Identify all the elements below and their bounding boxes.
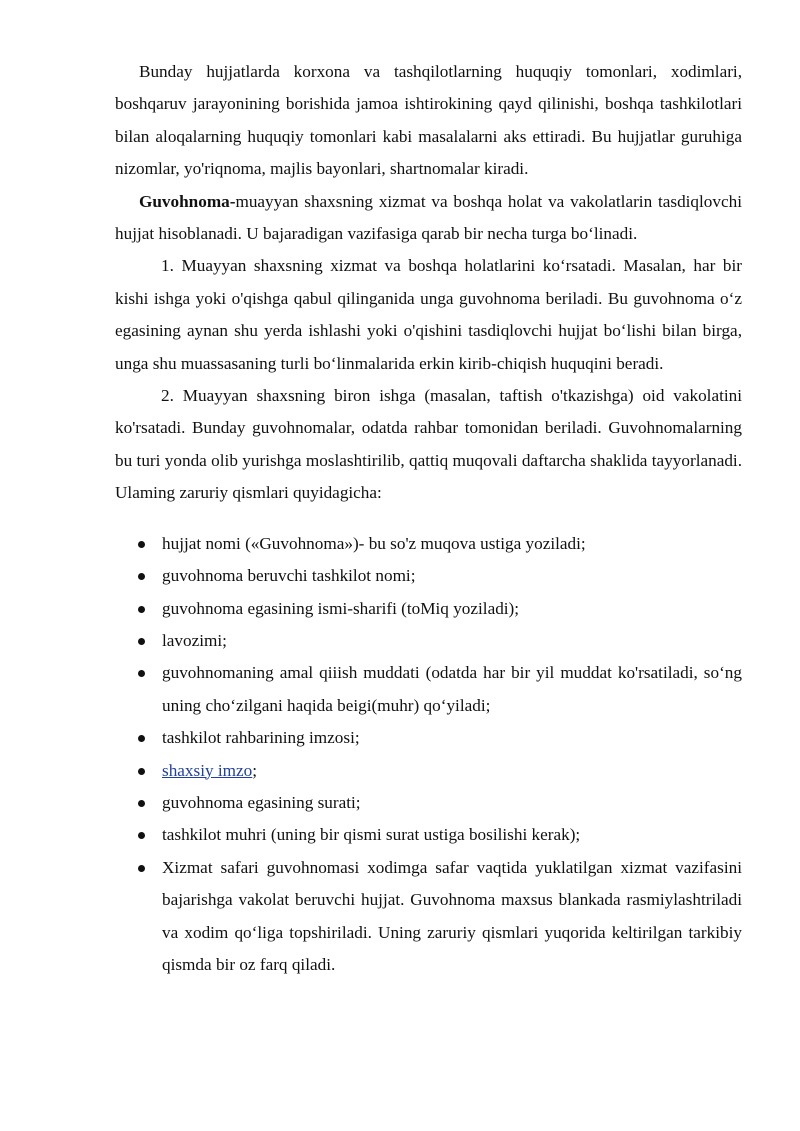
list-item-text: guvohnoma egasining ismi-sharifi (toMiq yoziladi); bbox=[162, 598, 520, 618]
list-item bbox=[115, 787, 742, 819]
bullet-icon bbox=[138, 670, 145, 677]
list-item-text: tashkilot rahbarining imzosi; bbox=[162, 728, 360, 748]
bullet-icon bbox=[138, 606, 145, 613]
list-item bbox=[115, 560, 742, 592]
list-item bbox=[115, 819, 742, 851]
list-item bbox=[115, 528, 742, 560]
guvohnoma-definition-text: muayyan shaxsning xizmat va boshqa holat va vakolatlarin tasdiqlovchi hujjat hisoblanadi. U bajaradigan vazifasiga qarab bir necha turga bo‘linadi. bbox=[115, 191, 742, 244]
list-item-text: tashkilot muhri (uning bir qismi surat ustiga bosilishi kerak); bbox=[162, 825, 581, 845]
list-item-text: hujjat nomi («Guvohnoma»)- bu so'z muqova ustiga yoziladi; bbox=[162, 533, 586, 553]
bullet-icon bbox=[138, 573, 145, 580]
list-item bbox=[115, 852, 742, 982]
bullet-icon bbox=[138, 800, 145, 807]
list-item-text: guvohnoma beruvchi tashkilot nomi; bbox=[162, 566, 416, 586]
bullet-icon bbox=[138, 865, 145, 872]
document-page bbox=[115, 56, 742, 981]
list-item-suffix: ; bbox=[252, 760, 258, 780]
bullet-icon bbox=[138, 832, 145, 839]
list-item bbox=[115, 625, 742, 657]
paragraph-guvohnoma-definition bbox=[115, 186, 742, 251]
paragraph-type-2: 2. Muayyan shaxsning biron ishga (masalan, taftish o'tkazishga) oid vakolatini ko'rsatadi. Bunday guvohnomalar, odatda rahbar tomonidan beriladi. Guvohnomalarning bu turi yonda olib yurishga moslashtirilib, qattiq muqovali daftarcha shaklida tayyorlanadi. Ulaming zaruriy qismlari quyidagicha: bbox=[115, 386, 742, 503]
list-item-text: Xizmat safari guvohnomasi xodimga safar vaqtida yuklatilgan xizmat vazifasini bajarishga vakolat beruvchi hujjat. Guvohnoma maxsus blankada rasmiylashtriladi va xodim qo‘liga topshiriladi. Uning zaruriy qismlari yuqorida keltirilgan tarkibiy qismda bir oz farq qiladi. bbox=[162, 857, 742, 974]
requisites-list bbox=[115, 528, 742, 982]
list-item bbox=[115, 593, 742, 625]
list-item-text: guvohnoma egasining surati; bbox=[162, 792, 361, 812]
list-item bbox=[115, 722, 742, 754]
paragraph-hujjatlar: Bunday hujjatlarda korxona va tashqilotlarning huquqiy tomonlari, xodimlari, boshqaruv jarayonining borishida jamoa ishtirokining qayd qilinishi, boshqa tashkilotlari bilan aloqalarning huquqiy tomonlari kabi masalalarni aks ettiradi. Bu hujjatlar guruhiga nizomlar, yo'riqnoma, majlis bayonlari, shartnomalar kiradi. bbox=[115, 62, 742, 179]
paragraph-type-1: 1. Muayyan shaxsning xizmat va boshqa holatlarini ko‘rsatadi. Masalan, har bir kishi ishga yoki o'qishga qabul qilinganida unga guvohnoma beriladi. Bu guvohnoma o‘z egasining aynan shu yerda ishlashi yoki o'qishini tasdiqlovchi hujjat bo‘lishi bilan birga, unga shu muassasaning turli bo‘linmalarida erkin kirib-chiqish huquqini beradi. bbox=[115, 256, 742, 373]
list-item bbox=[115, 755, 742, 787]
bullet-icon bbox=[138, 768, 145, 775]
list-item-text: lavozimi; bbox=[162, 630, 227, 650]
bullet-icon bbox=[138, 638, 145, 645]
list-item bbox=[115, 657, 742, 722]
bullet-icon bbox=[138, 541, 145, 548]
list-item-text: guvohnomaning amal qiiish muddati (odatda har bir yil muddat ko'rsatiladi, so‘ng uning cho‘zilgani haqida beigi(muhr) qo‘yiladi; bbox=[162, 663, 742, 715]
guvohnoma-term: Guvohnoma- bbox=[139, 191, 236, 211]
bullet-icon bbox=[138, 735, 145, 742]
shaxsiy-imzo-link[interactable]: shaxsiy imzo bbox=[162, 760, 253, 780]
